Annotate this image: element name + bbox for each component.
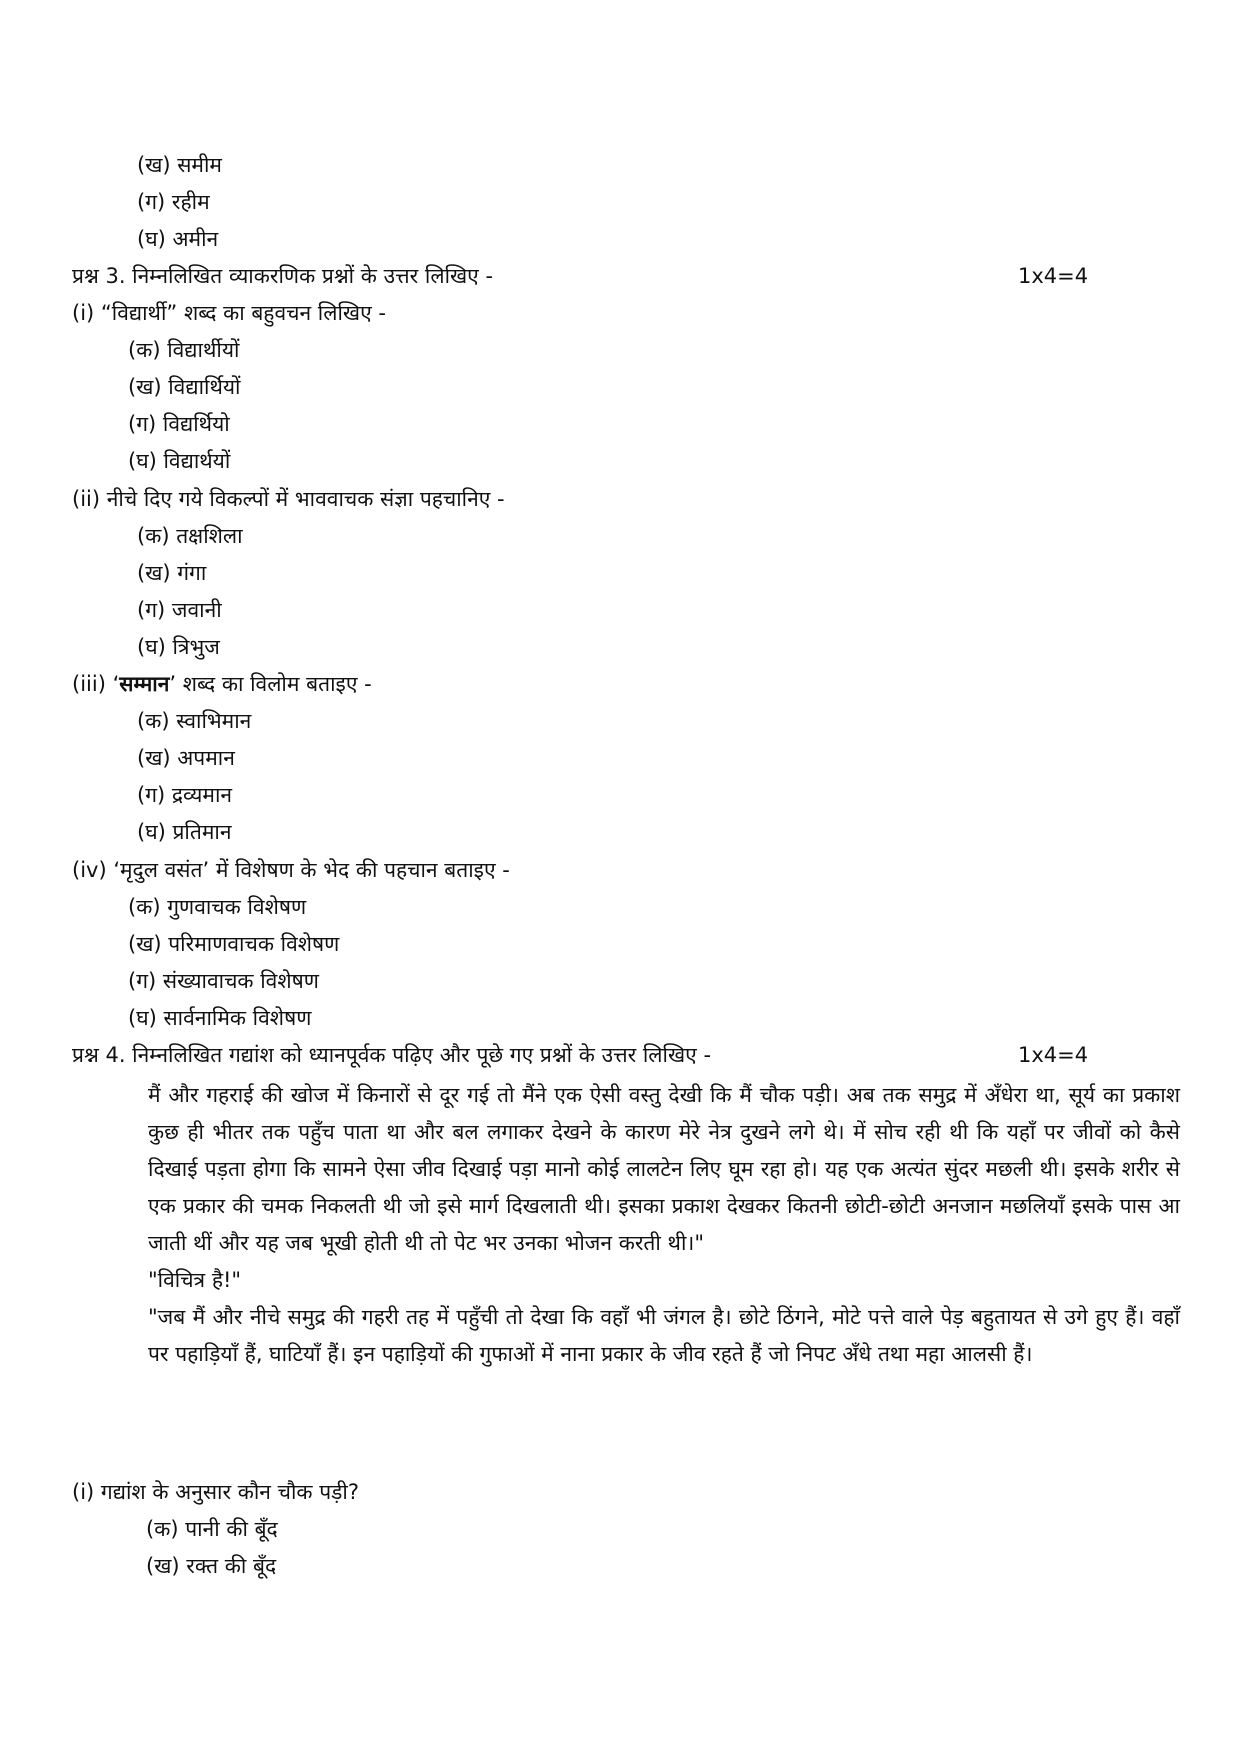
subquestion-4: (iv) ‘मृदुल वसंत’ में विशेषण के भेद की पहचान बताइए -: [72, 858, 510, 882]
question-4-heading: प्रश्न 4. निम्नलिखित गद्यांश को ध्यानपूर्वक पढ़िए और पूछे गए प्रश्नों के उत्तर लिखिए -: [72, 1043, 712, 1067]
option-line: (घ) विद्यार्थयों: [128, 449, 231, 473]
option-line: (घ) अमीन: [137, 227, 219, 251]
option-line: (ख) अपमान: [137, 746, 235, 770]
option-line: (घ) प्रतिमान: [137, 820, 232, 844]
option-line: (ग) रहीम: [137, 190, 210, 214]
option-line: (ख) गंगा: [137, 561, 207, 585]
option-line: (घ) सार्वनामिक विशेषण: [128, 1006, 312, 1030]
option-line: (ग) संख्यावाचक विशेषण: [128, 969, 319, 993]
subquestion-3-prefix: (iii) ‘: [72, 672, 120, 696]
option-line: (क) स्वाभिमान: [137, 709, 252, 733]
option-line: (क) पानी की बूँद: [146, 1517, 278, 1541]
subquestion-3: [72, 670, 372, 698]
option-line: (ख) परिमाणवाचक विशेषण: [128, 932, 340, 956]
option-line: (ख) विद्यार्थियों: [128, 375, 241, 399]
question-3-heading: प्रश्न 3. निम्नलिखित व्याकरणिक प्रश्नों के उत्तर लिखिए -: [72, 264, 494, 288]
subquestion-2: (ii) नीचे दिए गये विकल्पों में भाववाचक संज्ञा पहचानिए -: [72, 487, 505, 511]
option-line: (क) तक्षशिला: [137, 524, 243, 548]
option-line: (क) विद्यार्थीयों: [128, 338, 240, 362]
option-line: (ग) द्रव्यमान: [137, 783, 233, 807]
option-line: (ग) विद्यर्थियो: [128, 412, 230, 436]
option-line: (क) गुणवाचक विशेषण: [128, 895, 307, 919]
passage-paragraph: "जब मैं और नीचे समुद्र की गहरी तह में पहुँची तो देखा कि वहाँ भी जंगल है। छोटे ठिंगने, मोटे पत्ते वाले पेड़ बहुतायत से उगे हुए हैं। वहाँ पर पहाड़ियाँ हैं, घाटियाँ हैं। इन पहाड़ियों की गुफाओं में नाना प्रकार के जीव रहते हैं जो निपट अँधे तथा महा आलसी हैं।: [148, 1305, 1180, 1366]
option-line: (ख) समीम: [137, 153, 222, 177]
passage-subquestion: (i) गद्यांश के अनुसार कौन चौक पड़ी?: [72, 1480, 359, 1504]
passage-paragraph: मैं और गहराई की खोज में किनारों से दूर गई तो मैंने एक ऐसी वस्तु देखी कि मैं चौक पड़ी। अब तक समुद्र में अँधेरा था, सूर्य का प्रकाश कुछ ही भीतर तक पहुँच पाता था और बल लगाकर देखने के कारण मेरे नेत्र दुखने लगे थे। में सोच रही थी कि यहाँ पर जीवों को कैसे दिखाई पड़ता होगा कि सामने ऐसा जीव दिखाई पड़ा मानो कोई लालटेन लिए घूम रहा हो। यह एक अत्यंत सुंदर मछली थी। इसके शरीर से एक प्रकार की चमक निकलती थी जो इसे मार्ग दिखलाती थी। इसका प्रकाश देखकर कितनी छोटी-छोटी अनजान मछलियाँ इसके पास आ जाती थीं और यह जब भूखी होती थी तो पेट भर उनका भोजन करती थी।": [148, 1083, 1180, 1255]
subquestion-3-keyword: सम्मान: [119, 672, 170, 696]
passage: [148, 1077, 1180, 1373]
question-4-marks: 1x4=4: [1018, 1043, 1089, 1067]
option-line: (घ) त्रिभुज: [137, 635, 220, 659]
option-line: (ग) जवानी: [137, 598, 222, 622]
question-3-marks: 1x4=4: [1018, 264, 1089, 288]
subquestion-3-suffix: ’ शब्द का विलोम बताइए -: [169, 672, 372, 696]
passage-paragraph: "विचित्र है!": [148, 1268, 242, 1292]
option-line: (ख) रक्त की बूँद: [146, 1554, 277, 1578]
subquestion-1: (i) “विद्यार्थी” शब्द का बहुवचन लिखिए -: [72, 301, 386, 325]
